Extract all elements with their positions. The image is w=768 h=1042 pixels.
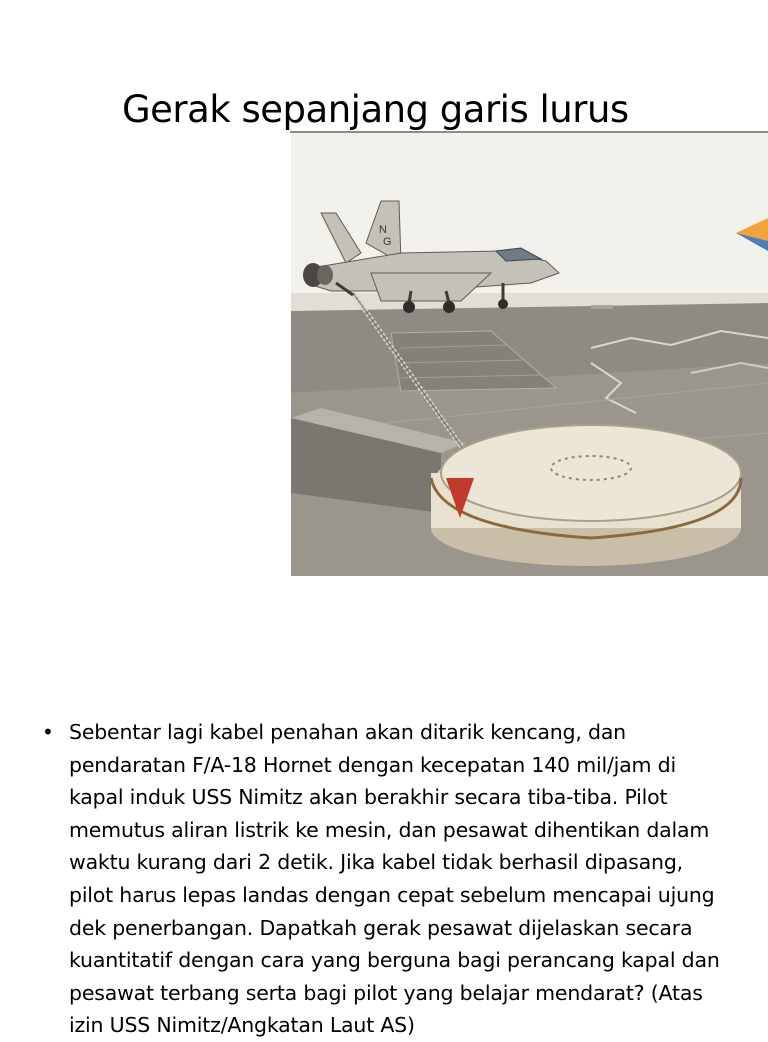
bullet-list	[42, 716, 732, 1042]
svg-text:G: G	[383, 236, 392, 248]
bullet-text: Sebentar lagi kabel penahan akan ditarik kencang, dan pendaratan F/A-18 Hornet dengan kecepatan 140 mil/jam di kapal induk USS Nimitz akan berakhir secara tiba-tiba. Pilot memutus aliran listrik ke mesin, dan pesawat dihentikan dalam waktu kurang dari 2 detik. Jika kabel tidak berhasil dipasang, pilot harus lepas landas dengan cepat sebelum mencapai ujung dek penerbangan. Dapatkah gerak pesawat dijelaskan secara kuantitatif dengan cara yang berguna bagi perancang kapal dan pesawat terbang serta bagi pilot yang belajar mendarat? (Atas izin USS Nimitz/Angkatan Laut AS)	[69, 720, 720, 1038]
aircraft-carrier-landing-photo	[291, 133, 768, 576]
svg-text:N: N	[379, 224, 387, 236]
slide-title: Gerak sepanjang garis lurus	[122, 88, 629, 131]
bullet-dot: •	[42, 720, 54, 744]
